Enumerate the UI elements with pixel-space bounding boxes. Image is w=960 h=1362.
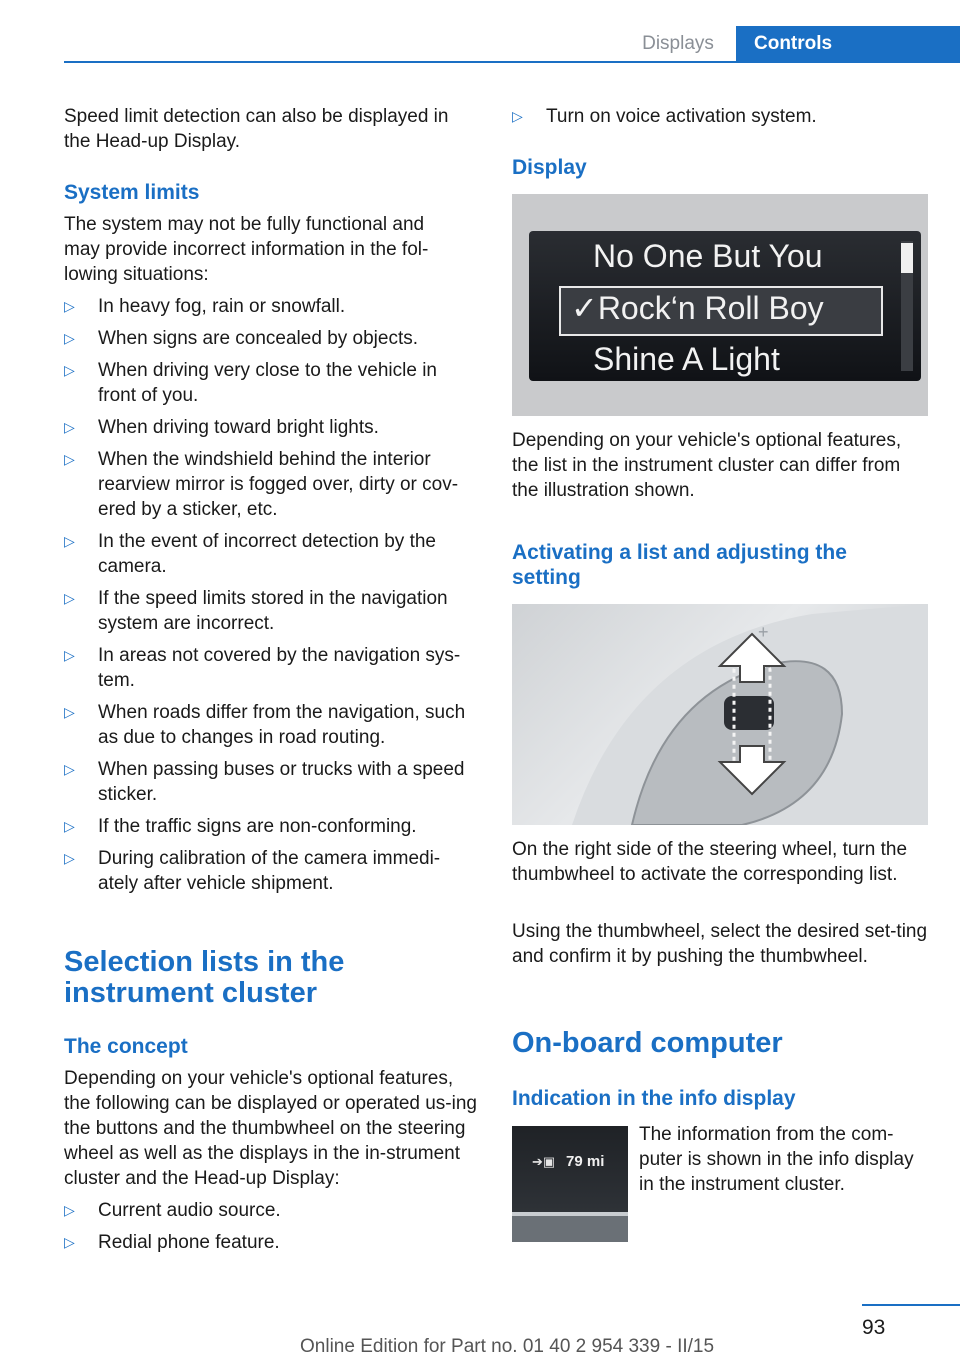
list-item: ▷ When passing buses or trucks with a speed sticker.	[64, 759, 465, 805]
triangle-right-icon: ▷	[64, 419, 75, 435]
tab-displays[interactable]: Displays	[642, 32, 714, 54]
list-item: ▷ If the speed limits stored in the navigation system are incorrect.	[64, 588, 448, 634]
list-item: ▷ When roads differ from the navigation, such as due to changes in road routing.	[64, 702, 466, 748]
list-entry: No One But You	[593, 238, 823, 274]
triangle-right-icon: ▷	[64, 704, 75, 720]
list-item: ▷ In the event of incorrect detection by the camera.	[64, 531, 436, 577]
info-text: The information from the com-puter is shown in the info display in the instrument cluster.	[639, 1124, 914, 1195]
triangle-right-icon: ▷	[64, 818, 75, 834]
tab-controls[interactable]: Controls	[736, 26, 960, 61]
list-item: ▷ When signs are concealed by objects.	[64, 328, 419, 349]
list-item: ▷ In heavy fog, rain or snowfall.	[64, 296, 346, 317]
activating-heading: Activating a list and adjusting the setting	[512, 541, 847, 589]
list-item: ▷ In areas not covered by the navigation sys-tem.	[64, 645, 461, 691]
cluster-screen	[529, 231, 921, 381]
display-illustration	[512, 194, 928, 416]
intro-text: Speed limit detection can also be displayed in the Head-up Display.	[64, 106, 449, 152]
triangle-right-icon: ▷	[64, 1202, 75, 1218]
list-entry: Shine A Light	[593, 341, 780, 377]
list-item: ▷ Current audio source.	[64, 1200, 281, 1221]
triangle-right-icon: ▷	[64, 533, 75, 549]
activating-text-1: On the right side of the steering wheel, turn the thumbwheel to activate the corresponding list.	[512, 839, 908, 885]
list-item: ▷ When the windshield behind the interior rearview mirror is fogged over, dirty or cov-ered by a sticker, etc.	[64, 449, 459, 520]
fuel-pump-icon: ➔▣	[532, 1154, 556, 1169]
display-note: Depending on your vehicle's optional features, the list in the instrument cluster can differ from the illustration shown.	[512, 430, 902, 501]
thumbwheel-drawing	[512, 604, 928, 825]
list-item: ▷ If the traffic signs are non-conforming.	[64, 816, 417, 837]
triangle-right-icon: ▷	[64, 590, 75, 606]
selection-lists-heading: Selection lists in the instrument cluster	[64, 946, 345, 1009]
onboard-computer-heading: On-board computer	[512, 1027, 783, 1059]
activating-text-2: Using the thumbwheel, select the desired set-ting and confirm it by pushing the thumbwheel.	[512, 921, 928, 967]
info-display-heading: Indication in the info display	[512, 1087, 796, 1110]
steering-wheel-illustration	[512, 604, 928, 825]
svg-text:+: +	[758, 622, 769, 642]
list-item: ▷ When driving toward bright lights.	[64, 417, 379, 438]
concept-heading: The concept	[64, 1035, 188, 1058]
header-rule	[64, 61, 960, 63]
info-display-illustration	[512, 1126, 628, 1242]
checkmark-icon: ✓	[571, 290, 598, 326]
list-entry-selected: ✓Rock‘n Roll Boy	[571, 290, 824, 326]
voice-list	[512, 104, 928, 136]
footer-rule	[862, 1304, 960, 1306]
triangle-right-icon: ▷	[64, 451, 75, 467]
triangle-right-icon: ▷	[512, 108, 523, 124]
system-limits-heading: System limits	[64, 181, 200, 204]
triangle-right-icon: ▷	[64, 330, 75, 346]
triangle-right-icon: ▷	[64, 298, 75, 314]
list-item: ▷ When driving very close to the vehicle in front of you.	[64, 360, 437, 406]
triangle-right-icon: ▷	[64, 1234, 75, 1250]
system-limits-text: The system may not be fully functional and may provide incorrect information in the fol-lowing situations:	[64, 214, 429, 285]
triangle-right-icon: ▷	[64, 850, 75, 866]
list-item: ▷ Turn on voice activation system.	[512, 106, 817, 127]
info-bezel	[512, 1216, 628, 1242]
list-item: ▷ During calibration of the camera immedi-ately after vehicle shipment.	[64, 848, 441, 894]
concept-text: Depending on your vehicle's optional features, the following can be displayed or operated us-ing the buttons and the thumbwheel on the steering wheel as well as the displays in the in-strument cluster and the Head-up Display:	[64, 1068, 477, 1189]
concept-list	[64, 1198, 478, 1262]
triangle-right-icon: ▷	[64, 761, 75, 777]
triangle-right-icon: ▷	[64, 362, 75, 378]
footer-edition: Online Edition for Part no. 01 40 2 954 339 - II/15	[300, 1336, 715, 1357]
triangle-right-icon: ▷	[64, 647, 75, 663]
page-number: 93	[862, 1316, 886, 1339]
range-value: 79 mi	[566, 1153, 605, 1170]
limits-list	[64, 294, 478, 903]
list-item: ▷ Redial phone feature.	[64, 1232, 280, 1253]
scroll-thumb	[901, 243, 913, 273]
display-heading: Display	[512, 156, 587, 179]
